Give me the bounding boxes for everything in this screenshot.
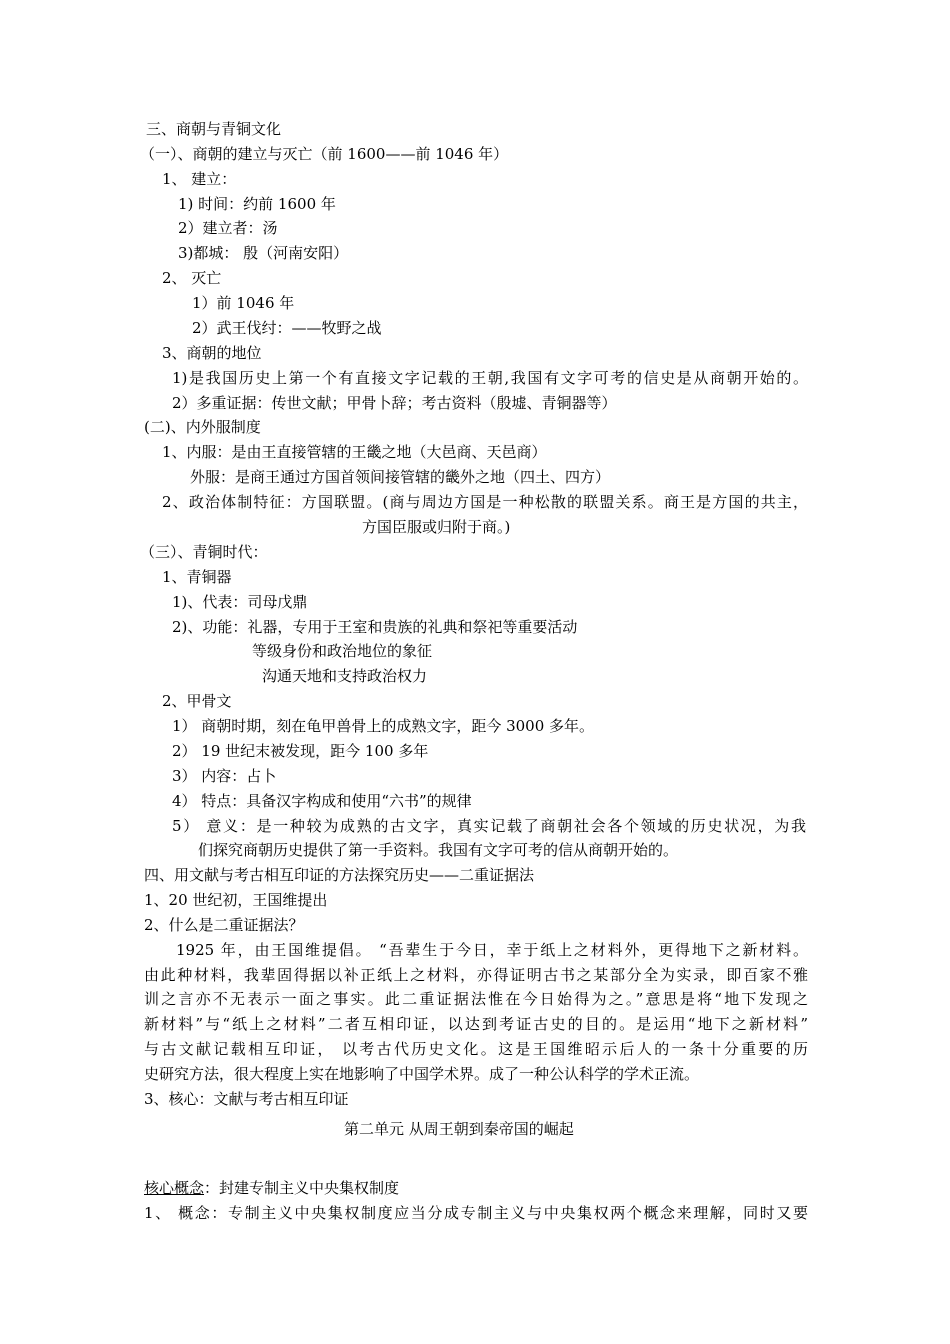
core-concept-line — [144, 1177, 399, 1199]
item-function-3: 沟通天地和支持政治权力 — [262, 667, 428, 685]
core-concept-label: 核心概念 — [144, 1179, 205, 1197]
item-oracle-2: 2） 19 世纪末被发现，距今 100 多年 — [172, 742, 429, 760]
item-proposed: 1、20 世纪初，王国维提出 — [144, 891, 328, 909]
item-representative: 1)、代表：司母戊鼎 — [172, 593, 308, 611]
concept-definition-line: 1、 概念：专制主义中央集权制度应当分成专制主义与中央集权两个概念来理解，同时又要 — [144, 1204, 808, 1222]
item-bronze-ware: 1、青铜器 — [162, 568, 232, 586]
paragraph-line-4: 新材料”与“纸上之材料”二者互相印证，以达到考证古史的目的。是运用“地下之新材料” — [144, 1015, 808, 1033]
item-oracle-3: 3） 内容：占卜 — [172, 767, 277, 785]
item-oracle-bone: 2、甲骨文 — [162, 692, 232, 710]
item-political-system-cont: 方国臣服或归附于商。) — [362, 518, 511, 536]
item-fall: 2、 灭亡 — [162, 269, 222, 287]
paragraph-line-2: 由此种材料，我辈固得据以补正纸上之材料，亦得证明古书之某部分全为实录，即百家不雅 — [144, 966, 808, 984]
paragraph-line-6: 史研究方法，很大程度上实在地影响了中国学术界。成了一种公认科学的学术正流。 — [144, 1065, 700, 1083]
item-time: 1) 时间：约前 1600 年 — [178, 195, 336, 213]
item-status-1: 1)是我国历史上第一个有直接文字记载的王朝,我国有文字可考的信史是从商朝开始的。 — [172, 369, 808, 387]
core-concept-colon: ： — [204, 1179, 220, 1197]
item-status-2: 2）多重证据：传世文献；甲骨卜辞；考古资料（殷墟、青铜器等） — [172, 394, 617, 412]
item-fall-year: 1）前 1046 年 — [192, 294, 295, 312]
paragraph-line-5: 与古文献记载相互印证， 以考古代历史文化。这是王国维昭示后人的一条十分重要的历 — [144, 1040, 808, 1058]
item-what-is: 2、什么是二重证据法？ — [144, 916, 304, 934]
subheading-bronze-age: （三）、青铜时代： — [140, 543, 268, 561]
core-concept-text: 封建专制主义中央集权制度 — [219, 1179, 400, 1197]
item-function: 2)、功能：礼器，专用于王室和贵族的礼典和祭祀等重要活动 — [172, 618, 578, 636]
item-core: 3、核心：文献与考古相互印证 — [144, 1090, 349, 1108]
unit-title: 第二单元 从周王朝到秦帝国的崛起 — [344, 1120, 574, 1138]
paragraph-line-1: 1925 年，由王国维提倡。 “吾辈生于今日，幸于纸上之材料外，更得地下之新材料。 — [176, 941, 808, 959]
item-oracle-4: 4） 特点：具备汉字构成和使用“六书”的规律 — [172, 792, 472, 810]
item-establish: 1、 建立： — [162, 170, 237, 188]
item-waifu: 外服：是商王通过方国首领间接管辖的畿外之地（四土、四方） — [190, 468, 611, 486]
subheading-neifu-waifu: (二)、内外服制度 — [144, 418, 261, 436]
section-heading-shang-bronze: 三、商朝与青铜文化 — [146, 120, 282, 138]
paragraph-line-3: 训之言亦不无表示一面之事实。此二重证据法惟在今日始得为之。”意思是将“地下发现之 — [144, 990, 808, 1008]
item-status: 3、商朝的地位 — [162, 344, 262, 362]
item-oracle-5-cont: 们探究商朝历史提供了第一手资料。我国有文字可考的信从商朝开始的。 — [198, 841, 679, 859]
subheading-establishment-fall: （一）、商朝的建立与灭亡（前 1600——前 1046 年） — [140, 145, 509, 163]
item-political-system: 2、政治体制特征：方国联盟。(商与周边方国是一种松散的联盟关系。商王是方国的共主， — [162, 493, 808, 511]
item-oracle-5: 5） 意义：是一种较为成熟的古文字，真实记载了商朝社会各个领域的历史状况，为我 — [172, 817, 806, 835]
item-function-2: 等级身份和政治地位的象征 — [252, 642, 433, 660]
item-founder: 2）建立者：汤 — [178, 219, 278, 237]
item-battle-muye: 2）武王伐纣：——牧野之战 — [192, 319, 382, 337]
item-oracle-1: 1） 商朝时期，刻在龟甲兽骨上的成熟文字，距今 3000 多年。 — [172, 717, 595, 735]
item-neifu: 1、内服：是由王直接管辖的王畿之地（大邑商、天邑商） — [162, 443, 547, 461]
section-heading-dual-evidence: 四、用文献与考古相互印证的方法探究历史——二重证据法 — [144, 866, 535, 884]
item-capital: 3)都城： 殷（河南安阳） — [178, 244, 349, 262]
